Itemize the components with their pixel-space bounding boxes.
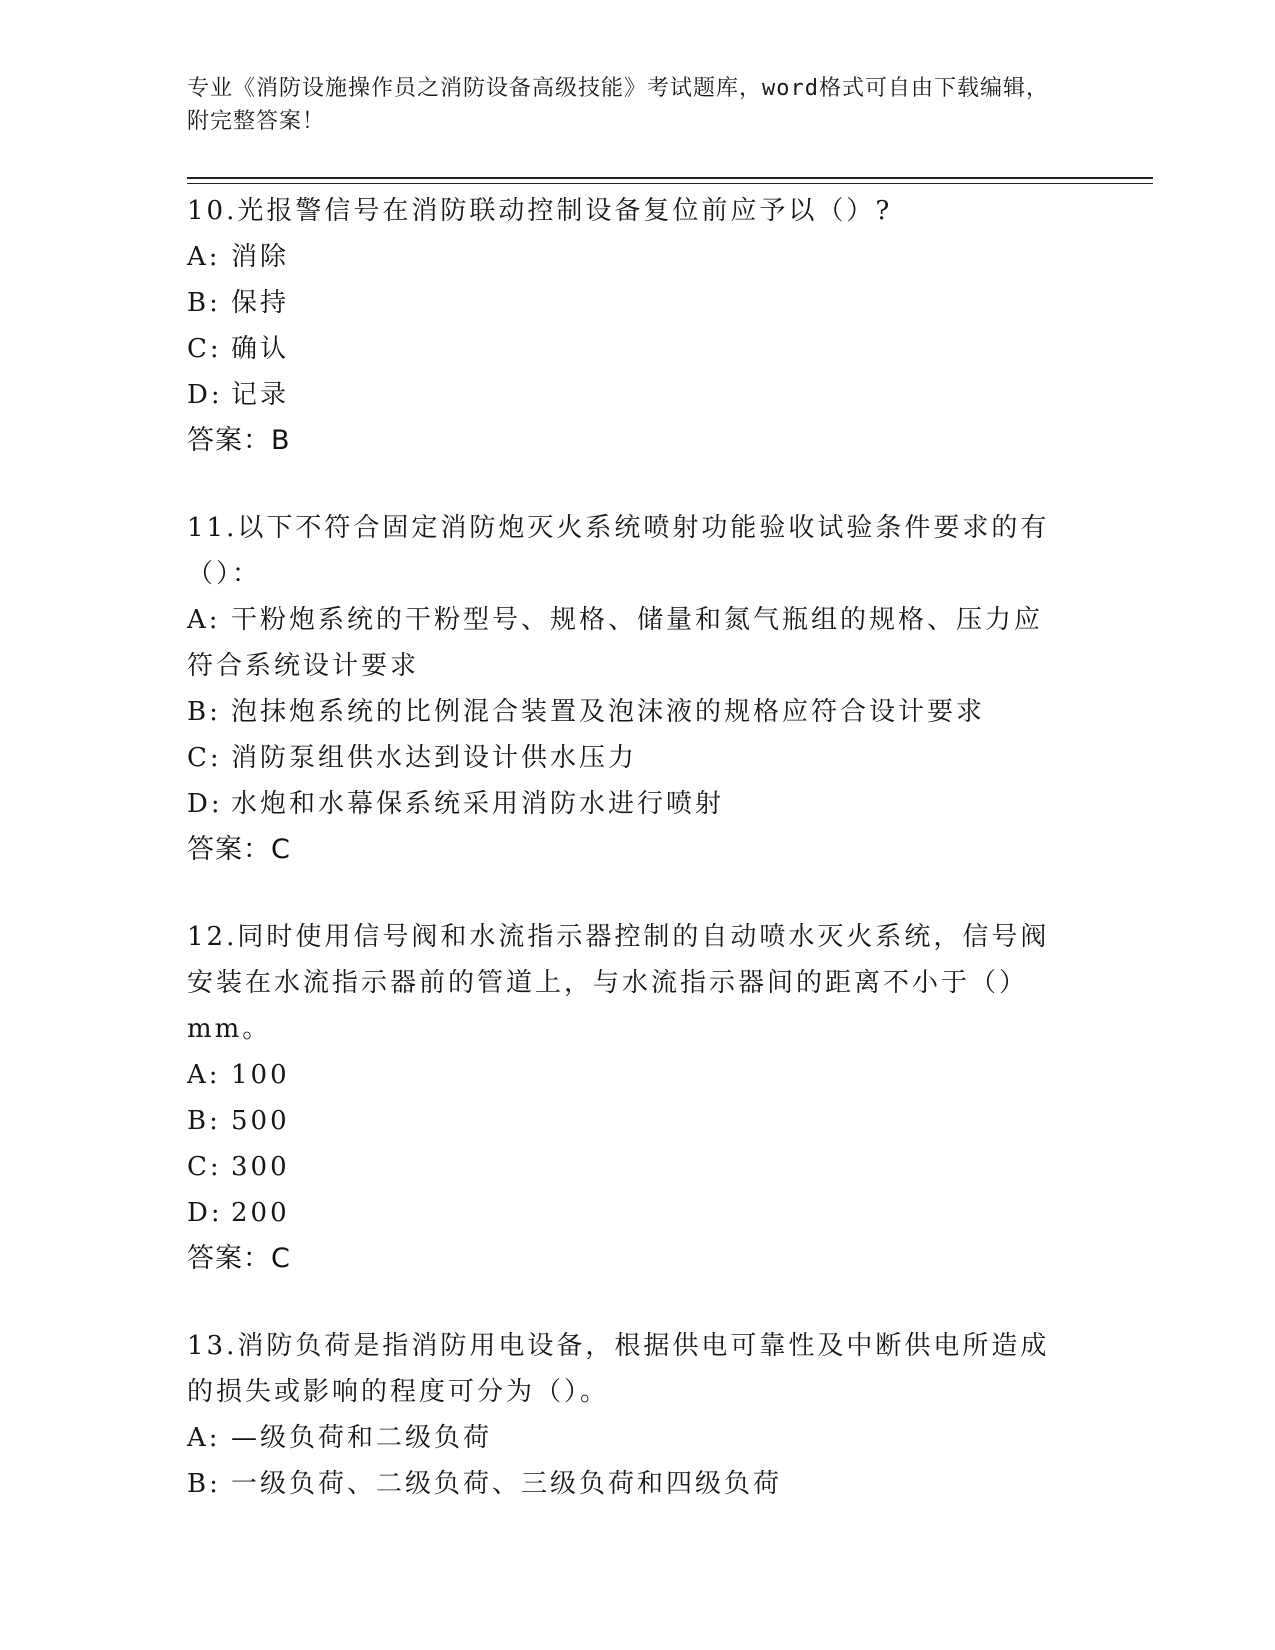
option-letter: A: bbox=[187, 605, 221, 635]
option-text: —级负荷和二级负荷 bbox=[231, 1423, 493, 1453]
option-letter: B: bbox=[187, 697, 221, 727]
question-10 bbox=[187, 188, 1067, 464]
option-letter: C: bbox=[187, 334, 222, 364]
option-text: 300 bbox=[231, 1152, 290, 1182]
answer-label: 答案：C bbox=[187, 834, 291, 865]
option-letter: A: bbox=[187, 1423, 221, 1453]
option-letter: A: bbox=[187, 1060, 221, 1090]
option-letter: C: bbox=[187, 743, 222, 773]
option-text: 消防泵组供水达到设计供水压力 bbox=[231, 743, 638, 773]
answer-label: 答案：B bbox=[187, 425, 291, 456]
option-text: 泡抹炮系统的比例混合装置及泡沫液的规格应符合设计要求 bbox=[231, 697, 986, 727]
option-text: 干粉炮系统的干粉型号、规格、储量和氮气瓶组的规格、压力应符合系统设计要求 bbox=[187, 605, 1044, 681]
option-a bbox=[187, 1415, 1067, 1461]
option-b bbox=[187, 280, 1067, 326]
option-b bbox=[187, 689, 1067, 735]
option-letter: D: bbox=[187, 789, 223, 819]
option-text: 100 bbox=[231, 1060, 290, 1090]
question-13 bbox=[187, 1323, 1067, 1507]
option-letter: B: bbox=[187, 288, 221, 318]
option-text: 水炮和水幕保系统采用消防水进行喷射 bbox=[231, 789, 725, 819]
header-divider-thick bbox=[187, 177, 1153, 179]
option-d bbox=[187, 1190, 1067, 1236]
option-c bbox=[187, 326, 1067, 372]
option-letter: A: bbox=[187, 242, 221, 272]
option-b bbox=[187, 1461, 1067, 1507]
option-a bbox=[187, 597, 1067, 689]
option-d bbox=[187, 372, 1067, 418]
question-list bbox=[187, 188, 1067, 1548]
option-text: 保持 bbox=[231, 288, 290, 318]
question-stem: 13.消防负荷是指消防用电设备，根据供电可靠性及中断供电所造成的损失或影响的程度可分为（）。 bbox=[187, 1331, 1050, 1407]
option-text: 记录 bbox=[231, 380, 290, 410]
header-divider-thin bbox=[187, 183, 1153, 184]
option-text: 500 bbox=[231, 1106, 290, 1136]
option-letter: C: bbox=[187, 1152, 222, 1182]
question-11 bbox=[187, 505, 1067, 873]
question-stem: 10.光报警信号在消防联动控制设备复位前应予以（）? bbox=[187, 196, 893, 226]
option-c bbox=[187, 1144, 1067, 1190]
option-letter: B: bbox=[187, 1106, 221, 1136]
option-d bbox=[187, 781, 1067, 827]
answer-label: 答案：C bbox=[187, 1243, 291, 1274]
option-b bbox=[187, 1098, 1067, 1144]
option-letter: B: bbox=[187, 1469, 221, 1499]
question-12 bbox=[187, 914, 1067, 1282]
option-c bbox=[187, 735, 1067, 781]
option-a bbox=[187, 234, 1067, 280]
option-letter: D: bbox=[187, 380, 223, 410]
option-text: 消除 bbox=[231, 242, 290, 272]
option-a bbox=[187, 1052, 1067, 1098]
question-stem: 11.以下不符合固定消防炮灭火系统喷射功能验收试验条件要求的有（）： bbox=[187, 513, 1050, 589]
option-text: 200 bbox=[231, 1198, 290, 1228]
option-text: 一级负荷、二级负荷、三级负荷和四级负荷 bbox=[231, 1469, 783, 1499]
question-stem: 12.同时使用信号阀和水流指示器控制的自动喷水灭火系统，信号阀安装在水流指示器前的管道上，与水流指示器间的距离不小于（）mm。 bbox=[187, 922, 1050, 1044]
document-intro: 专业《消防设施操作员之消防设备高级技能》考试题库，word格式可自由下载编辑，附完整答案！ bbox=[187, 76, 1049, 134]
option-letter: D: bbox=[187, 1198, 223, 1228]
option-text: 确认 bbox=[231, 334, 290, 364]
